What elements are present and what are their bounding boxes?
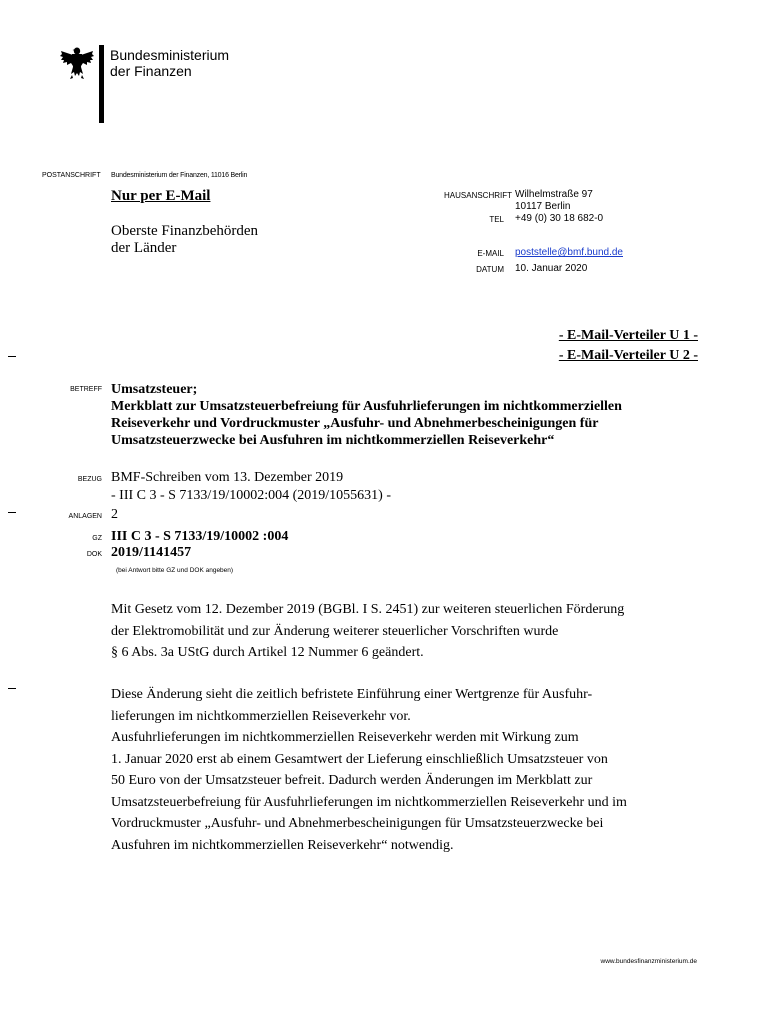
reference-label: BEZUG — [77, 476, 102, 483]
subject-line4: Umsatzsteuerzwecke bei Ausfuhren im nichtkommerziellen Reiseverkehr“ — [111, 433, 555, 448]
reply-note: (bei Antwort bitte GZ und DOK angeben) — [116, 567, 234, 574]
recipient-line2: der Länder — [111, 240, 177, 256]
distribution-line1: - E-Mail-Verteiler U 1 - — [558, 328, 698, 343]
footer-website[interactable]: www.bundesfinanzministerium.de — [600, 958, 697, 965]
reference-line1: BMF-Schreiben vom 13. Dezember 2019 — [111, 470, 344, 485]
fold-mark — [8, 512, 16, 513]
paragraph-line: Mit Gesetz vom 12. Dezember 2019 (BGBl. I S. 2451) zur weiteren steuerlichen Förderung — [111, 602, 625, 617]
paragraph-line: Diese Änderung sieht die zeitlich befristete Einführung einer Wertgrenze für Ausfuhr- — [111, 687, 593, 702]
city: 10117 Berlin — [515, 201, 571, 212]
postal-label: POSTANSCHRIFT — [42, 172, 101, 179]
date-label: DATUM — [476, 265, 504, 274]
paragraph-line: Ausfuhren im nichtkommerziellen Reiseverkehr“ notwendig. — [111, 837, 454, 853]
dok-label: DOK — [86, 551, 102, 558]
paragraph-line: Ausfuhrlieferungen im nichtkommerziellen Reiseverkehr werden mit Wirkung zum — [111, 730, 579, 745]
house-address-label: HAUSANSCHRIFT — [444, 191, 513, 200]
federal-eagle-icon — [60, 45, 94, 81]
flag-bar-black — [99, 45, 104, 123]
paragraph-line: 50 Euro von der Umsatzsteuer befreit. Dadurch werden Änderungen im Merkblatt zur — [111, 773, 593, 788]
postal-value: Bundesministerium der Finanzen, 11016 Berlin — [111, 172, 248, 179]
attachments-value: 2 — [111, 507, 118, 522]
subject-line3: Reiseverkehr und Vordruckmuster „Ausfuhr- und Abnehmerbescheinigungen für — [111, 416, 599, 431]
ministry-name-line2: der Finanzen — [110, 63, 192, 79]
paragraph-line: lieferungen im nichtkommerziellen Reiseverkehr vor. — [111, 708, 411, 724]
dok-value: 2019/1141457 — [111, 545, 192, 560]
delivery-mode: Nur per E-Mail — [111, 188, 211, 204]
distribution-line2: - E-Mail-Verteiler U 2 - — [558, 348, 698, 363]
subject-label: BETREFF — [70, 386, 102, 393]
ministry-name-line1: Bundesministerium — [110, 47, 230, 63]
paragraph-line: Vordruckmuster „Ausfuhr- und Abnehmerbescheinigungen für Umsatzsteuerzwecke bei — [111, 816, 604, 831]
subject-line1: Umsatzsteuer; — [111, 382, 198, 397]
email-label: E-MAIL — [477, 249, 504, 258]
attachments-label: ANLAGEN — [68, 513, 102, 520]
date-value: 10. Januar 2020 — [515, 263, 588, 274]
reference-line2: - III C 3 - S 7133/19/10002:004 (2019/1055631) - — [111, 488, 391, 503]
paragraph-line: 1. Januar 2020 erst ab einem Gesamtwert der Lieferung einschließlich Umsatzsteuer von — [111, 751, 608, 767]
fold-mark — [8, 356, 16, 357]
paragraph-line: Umsatzsteuerbefreiung für Ausfuhrlieferungen im nichtkommerziellen Reiseverkehr und im — [111, 794, 627, 810]
gz-value: III C 3 - S 7133/19/10002 :004 — [111, 529, 289, 544]
gz-label: GZ — [92, 535, 102, 542]
email-link[interactable]: poststelle@bmf.bund.de — [515, 247, 623, 258]
paragraph-line: § 6 Abs. 3a UStG durch Artikel 12 Nummer 6 geändert. — [111, 645, 424, 660]
subject-line2: Merkblatt zur Umsatzsteuerbefreiung für Ausfuhrlieferungen im nichtkommerziellen — [111, 399, 622, 414]
recipient-line1: Oberste Finanzbehörden — [111, 223, 259, 239]
paragraph-line: der Elektromobilität und zur Änderung weiterer steuerlicher Vorschriften wurde — [111, 623, 559, 639]
phone: +49 (0) 30 18 682-0 — [515, 213, 604, 224]
fold-mark — [8, 688, 16, 689]
street: Wilhelmstraße 97 — [515, 189, 593, 200]
phone-label: TEL — [489, 215, 504, 224]
